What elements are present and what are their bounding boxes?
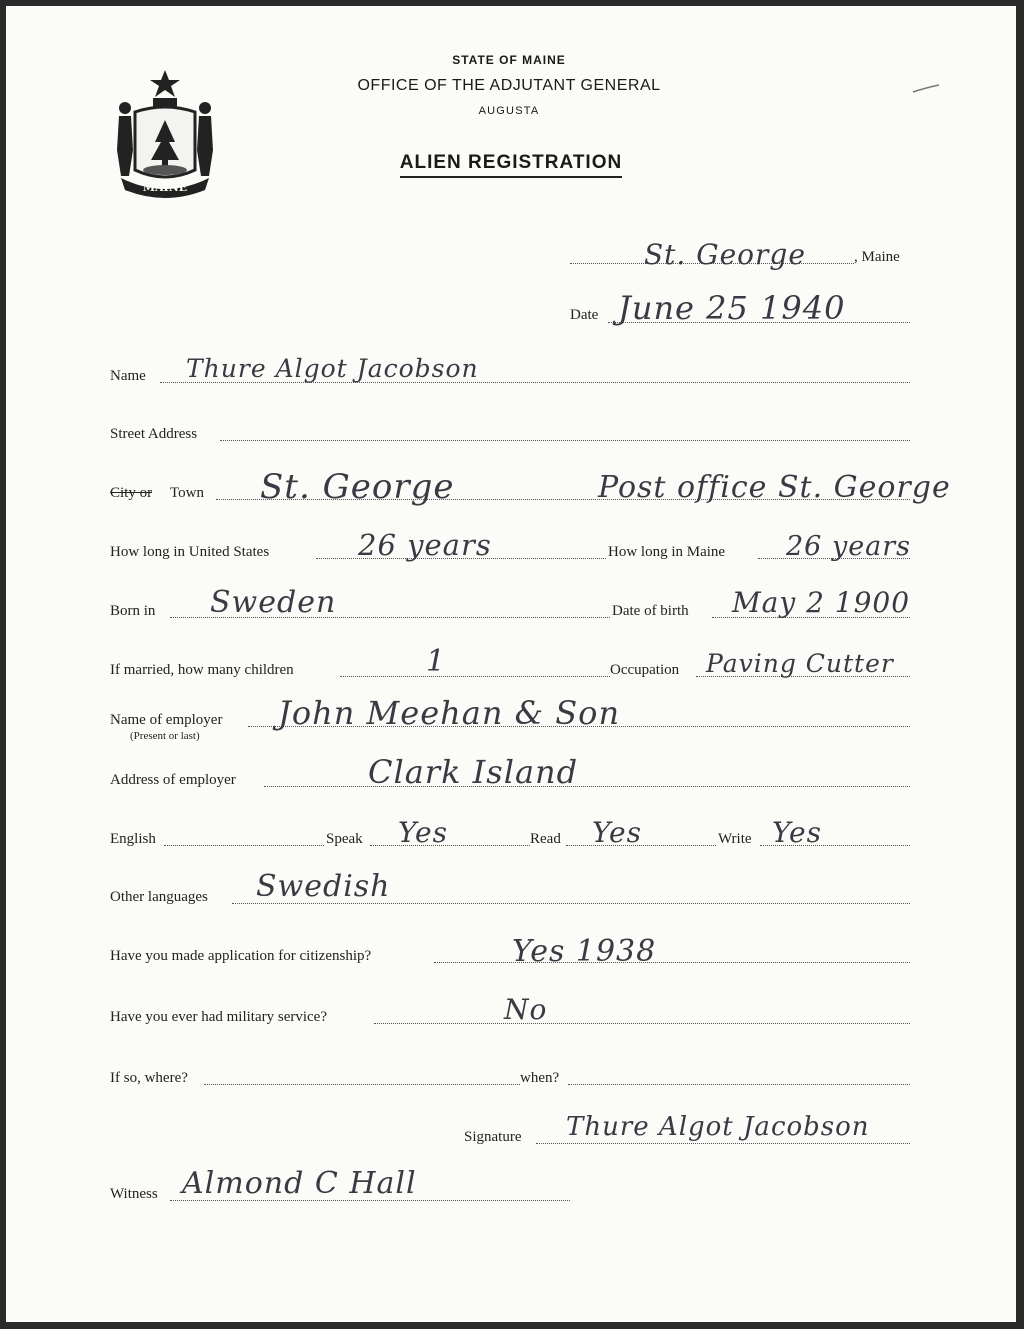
military-line [374,1023,910,1024]
signature-line [536,1143,910,1144]
speak-line [370,845,530,846]
name-value: Thure Algot Jacobson [186,354,479,383]
seal-banner-text: MAINE [142,181,188,194]
citizenship-line [434,962,910,963]
english-line [164,845,324,846]
street-address-line [220,440,910,441]
citizenship-value: Yes 1938 [512,934,657,969]
employer-address-label: Address of employer [110,772,236,788]
witness-value: Almond C Hall [182,1166,417,1201]
years-us-label: How long in United States [110,544,270,560]
employer-address-line [264,786,910,787]
military-value: No [504,993,548,1026]
employer-note: (Present or last) [130,730,200,742]
street-address-label: Street Address [110,426,198,442]
years-us-value: 26 years [358,528,492,562]
form-title [6,152,1016,174]
english-label: English [110,831,156,847]
employer-label: Name of employer [110,712,223,728]
other-languages-value: Swedish [256,869,391,904]
city-heading: AUGUSTA [478,105,540,117]
witness-label: Witness [110,1186,158,1202]
citizenship-label: Have you made application for citizenship? [110,948,372,964]
date-label: Date [570,307,599,323]
employer-value: John Meehan & Son [278,694,621,732]
occupation-label: Occupation [610,662,680,678]
date-of-birth-value: May 2 1900 [732,586,911,619]
where-label: If so, where? [110,1070,188,1086]
date-value: June 25 1940 [618,289,846,327]
other-languages-label: Other languages [110,889,208,905]
place-value: St. George [644,238,806,271]
date-of-birth-label: Date of birth [612,603,689,619]
employer-address-value: Clark Island [368,753,579,791]
speak-value: Yes [398,816,448,849]
read-label: Read [530,831,561,847]
when-line [568,1084,910,1085]
city-or-label: City or [110,485,153,501]
signature-label: Signature [464,1129,522,1145]
speak-label: Speak [326,831,363,847]
born-in-label: Born in [110,603,156,619]
years-maine-value: 26 years [786,531,912,562]
read-value: Yes [592,816,642,849]
maine-label: , Maine [854,249,900,265]
military-label: Have you ever had military service? [110,1009,327,1025]
when-label: when? [520,1070,560,1086]
born-in-value: Sweden [210,585,337,620]
years-maine-label: How long in Maine [608,544,726,560]
children-value: 1 [426,644,447,679]
where-line [204,1084,520,1085]
name-label: Name [110,368,146,384]
registration-form [6,6,1016,1322]
children-label: If married, how many children [110,662,294,678]
signature-value: Thure Algot Jacobson [566,1112,870,1142]
form-title-text: ALIEN REGISTRATION [400,152,622,178]
town-value: St. George [260,467,455,507]
write-label: Write [718,831,752,847]
post-office-value: Post office St. George [598,470,951,505]
write-value: Yes [772,816,822,849]
state-heading: STATE OF MAINE [452,53,566,67]
office-heading: OFFICE OF THE ADJUTANT GENERAL [357,77,661,94]
occupation-value: Paving Cutter [706,649,894,678]
town-label: Town [170,485,204,501]
children-line [340,676,610,677]
